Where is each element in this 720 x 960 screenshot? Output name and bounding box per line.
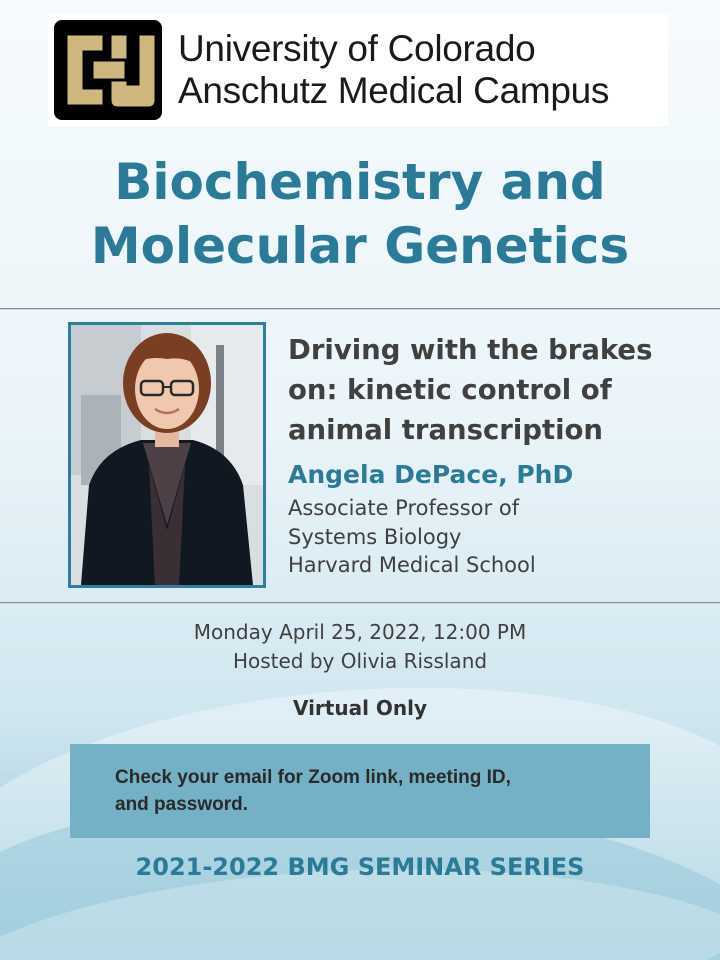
university-line-1: University of Colorado [178, 28, 536, 69]
university-header [48, 14, 668, 126]
department-title [0, 150, 720, 278]
divider [0, 308, 720, 310]
university-name [178, 28, 609, 112]
divider [0, 602, 720, 604]
seminar-series-title: 2021-2022 BMG SEMINAR SERIES [135, 853, 585, 881]
talk-title-line-1: Driving with the brakes [288, 334, 653, 366]
department-line-2: Molecular Genetics [90, 217, 630, 275]
zoom-notice [70, 744, 650, 838]
university-line-2: Anschutz Medical Campus [178, 70, 610, 111]
event-format: Virtual Only [292, 696, 428, 720]
affiliation-line-3: Harvard Medical School [288, 553, 536, 577]
speaker-affiliation [288, 494, 536, 580]
talk-title-line-2: on: kinetic control of [288, 374, 612, 406]
talk-title [288, 330, 708, 450]
notice-line-2: and password. [115, 794, 249, 815]
department-line-1: Biochemistry and [114, 153, 606, 211]
event-host: Hosted by Olivia Rissland [232, 649, 488, 673]
affiliation-line-1: Associate Professor of [288, 496, 520, 520]
speaker-name: Angela DePace, PhD [288, 460, 574, 489]
speaker-photo [68, 322, 266, 588]
speaker-portrait [71, 325, 263, 585]
talk-title-line-3: animal transcription [288, 414, 604, 446]
event-datetime: Monday April 25, 2022, 12:00 PM [193, 620, 527, 644]
affiliation-line-2: Systems Biology [288, 524, 462, 549]
cu-logo-icon [52, 18, 164, 122]
notice-line-1: Check your email for Zoom link, meeting ID, [115, 767, 511, 788]
event-details [0, 618, 720, 676]
